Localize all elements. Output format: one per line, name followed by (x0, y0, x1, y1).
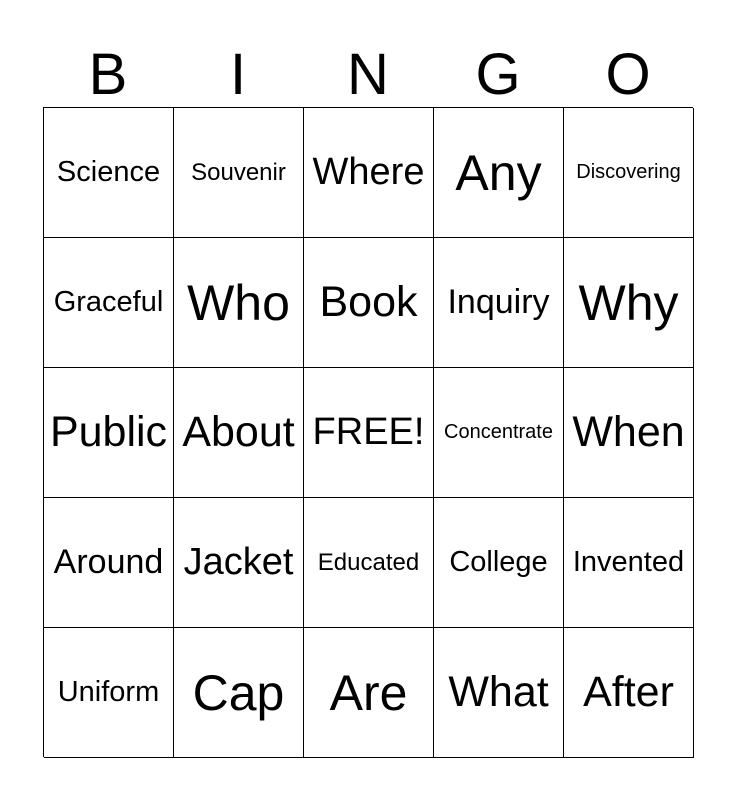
bingo-cell[interactable]: Souvenir (174, 108, 304, 238)
bingo-cell[interactable]: What (434, 628, 564, 758)
bingo-cell[interactable]: Who (174, 238, 304, 368)
free-space-cell[interactable]: FREE! (304, 368, 434, 498)
bingo-cell[interactable]: College (434, 498, 564, 628)
bingo-header (43, 40, 693, 106)
bingo-cell[interactable]: Graceful (44, 238, 174, 368)
bingo-cell[interactable]: Educated (304, 498, 434, 628)
bingo-cell[interactable]: Jacket (174, 498, 304, 628)
bingo-cell[interactable]: Where (304, 108, 434, 238)
header-letter-o: O (605, 42, 651, 107)
bingo-board (43, 107, 693, 757)
bingo-cell[interactable]: Cap (174, 628, 304, 758)
header-letter-b: B (88, 42, 128, 107)
bingo-cell[interactable]: Book (304, 238, 434, 368)
bingo-cell[interactable]: Inquiry (434, 238, 564, 368)
bingo-cell[interactable]: Concentrate (434, 368, 564, 498)
header-letter-i: I (229, 42, 247, 107)
bingo-cell[interactable]: Why (564, 238, 694, 368)
bingo-cell[interactable]: When (564, 368, 694, 498)
bingo-cell[interactable]: Science (44, 108, 174, 238)
bingo-cell[interactable]: Are (304, 628, 434, 758)
bingo-cell[interactable]: Public (44, 368, 174, 498)
header-letter-g: G (475, 42, 521, 107)
bingo-cell[interactable]: Uniform (44, 628, 174, 758)
bingo-cell[interactable]: About (174, 368, 304, 498)
bingo-cell[interactable]: After (564, 628, 694, 758)
header-letter-n: N (347, 42, 389, 107)
bingo-cell[interactable]: Any (434, 108, 564, 238)
bingo-cell[interactable]: Discovering (564, 108, 694, 238)
bingo-cell[interactable]: Invented (564, 498, 694, 628)
bingo-cell[interactable]: Around (44, 498, 174, 628)
